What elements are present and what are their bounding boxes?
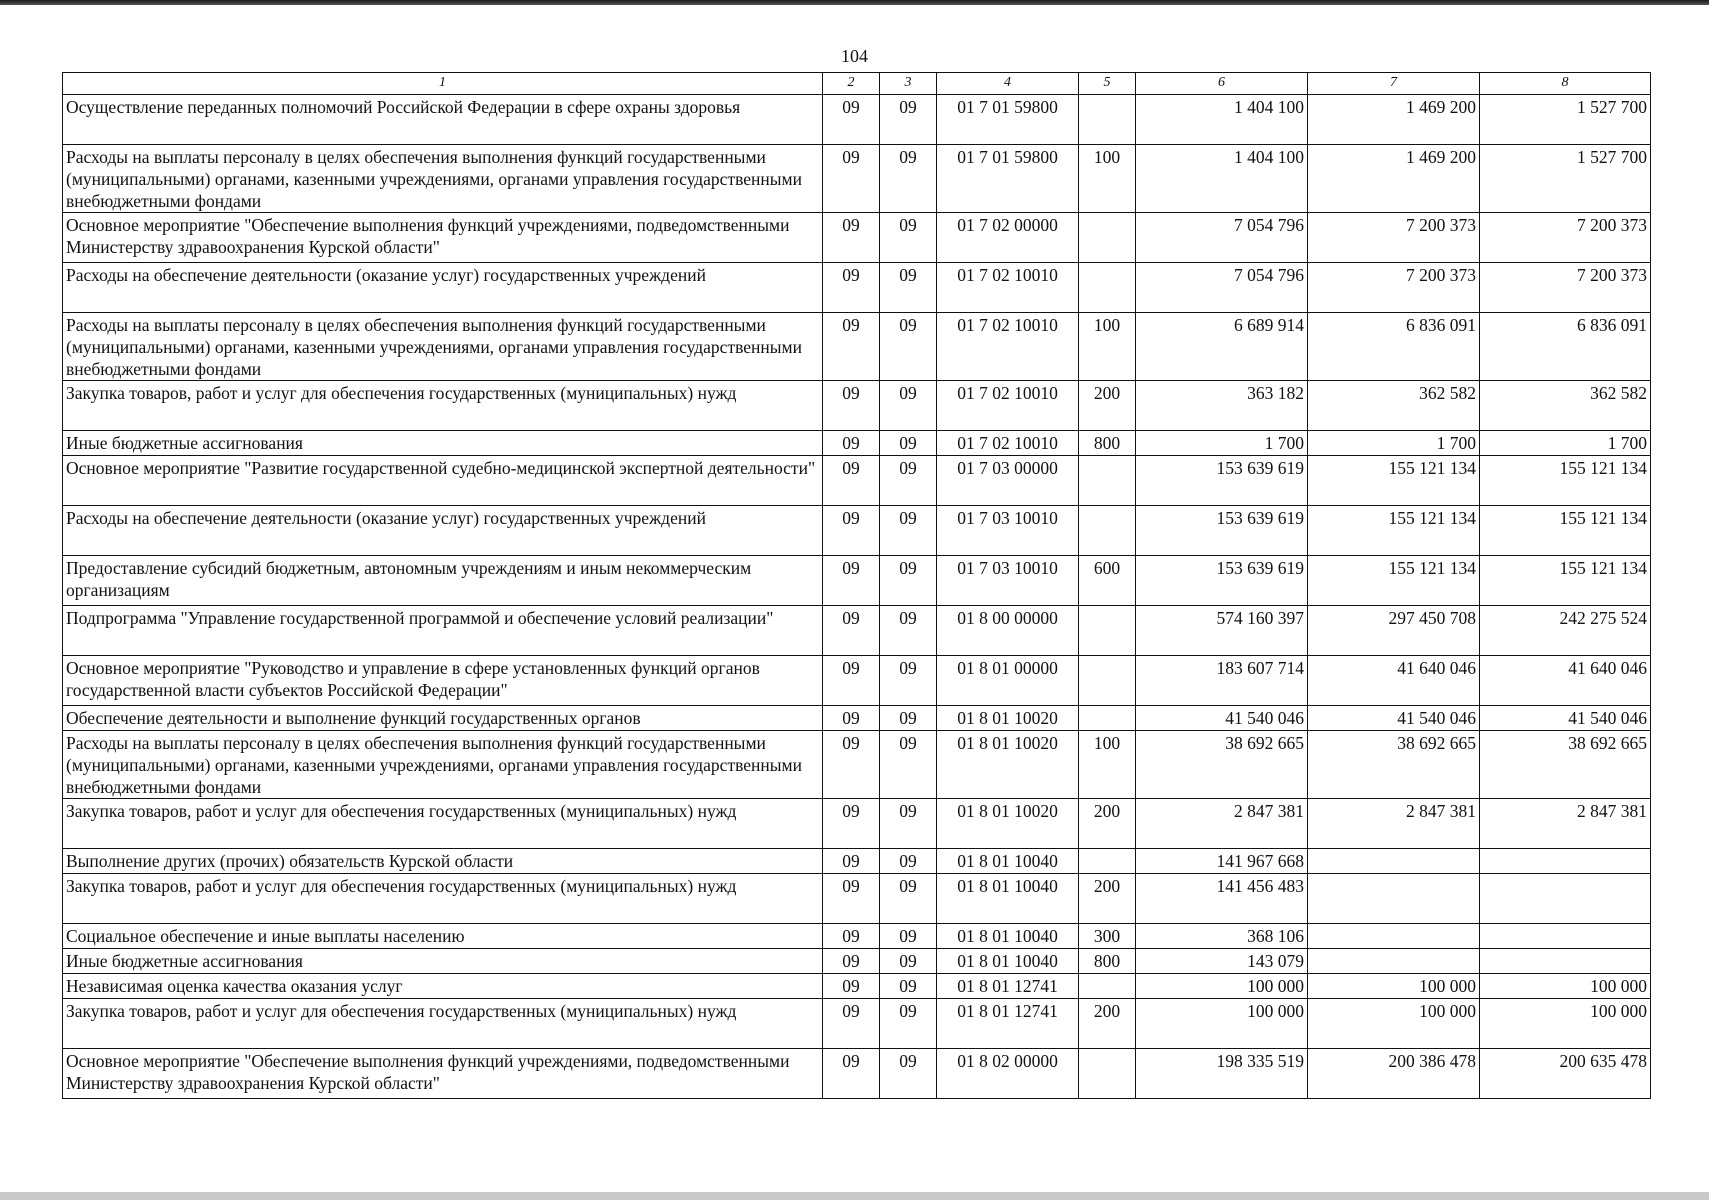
row-expense-type-code: 800: [1079, 949, 1136, 974]
row-amount-col7: 2 847 381: [1308, 799, 1480, 849]
row-name: Расходы на выплаты персоналу в целях обеспечения выполнения функций государственными (муниципальными) органами, казенными учреждениями, органами управления государственными внебюджетными фондами: [63, 313, 823, 381]
row-name: Иные бюджетные ассигнования: [63, 431, 823, 456]
row-section-code: 09: [823, 974, 880, 999]
row-name: Основное мероприятие "Руководство и управление в сфере установленных функций органов государственной власти субъектов Российской Федерации": [63, 656, 823, 706]
row-amount-col7: 155 121 134: [1308, 556, 1480, 606]
row-amount-col8: 6 836 091: [1480, 313, 1651, 381]
row-section-code: 09: [823, 874, 880, 924]
row-section-code: 09: [823, 263, 880, 313]
row-name: Подпрограмма "Управление государственной программой и обеспечение условий реализации": [63, 606, 823, 656]
table-row: [63, 999, 1651, 1049]
table-row: [63, 706, 1651, 731]
row-target-article-code: 01 7 02 10010: [937, 431, 1079, 456]
row-subsection-code: 09: [880, 999, 937, 1049]
row-section-code: 09: [823, 849, 880, 874]
row-subsection-code: 09: [880, 799, 937, 849]
row-target-article-code: 01 8 01 12741: [937, 974, 1079, 999]
budget-table: [62, 72, 1651, 1099]
row-amount-col7: 200 386 478: [1308, 1049, 1480, 1099]
table-row: [63, 213, 1651, 263]
row-amount-col8: 362 582: [1480, 381, 1651, 431]
row-section-code: 09: [823, 313, 880, 381]
row-amount-col7: 100 000: [1308, 999, 1480, 1049]
row-subsection-code: 09: [880, 95, 937, 145]
row-target-article-code: 01 7 03 00000: [937, 456, 1079, 506]
row-section-code: 09: [823, 506, 880, 556]
row-amount-col6: 368 106: [1136, 924, 1308, 949]
row-expense-type-code: [1079, 213, 1136, 263]
row-amount-col8: [1480, 949, 1651, 974]
row-subsection-code: 09: [880, 974, 937, 999]
row-amount-col6: 41 540 046: [1136, 706, 1308, 731]
row-amount-col6: 574 160 397: [1136, 606, 1308, 656]
row-expense-type-code: 100: [1079, 313, 1136, 381]
row-target-article-code: 01 8 01 00000: [937, 656, 1079, 706]
row-name: Основное мероприятие "Развитие государственной судебно-медицинской экспертной деятельности": [63, 456, 823, 506]
table-row: [63, 1049, 1651, 1099]
row-amount-col7: [1308, 874, 1480, 924]
row-section-code: 09: [823, 381, 880, 431]
row-target-article-code: 01 8 01 10020: [937, 706, 1079, 731]
table-row: [63, 606, 1651, 656]
row-amount-col8: 7 200 373: [1480, 213, 1651, 263]
row-amount-col7: 7 200 373: [1308, 213, 1480, 263]
row-amount-col7: 7 200 373: [1308, 263, 1480, 313]
row-target-article-code: 01 8 01 10020: [937, 799, 1079, 849]
row-amount-col8: 7 200 373: [1480, 263, 1651, 313]
row-amount-col6: 2 847 381: [1136, 799, 1308, 849]
row-expense-type-code: 300: [1079, 924, 1136, 949]
row-target-article-code: 01 8 01 12741: [937, 999, 1079, 1049]
row-amount-col8: 155 121 134: [1480, 556, 1651, 606]
row-section-code: 09: [823, 999, 880, 1049]
table-row: [63, 381, 1651, 431]
row-expense-type-code: 200: [1079, 799, 1136, 849]
row-amount-col6: 141 456 483: [1136, 874, 1308, 924]
row-expense-type-code: 200: [1079, 874, 1136, 924]
table-row: [63, 456, 1651, 506]
row-amount-col8: 100 000: [1480, 974, 1651, 999]
row-subsection-code: 09: [880, 924, 937, 949]
row-target-article-code: 01 8 00 00000: [937, 606, 1079, 656]
row-section-code: 09: [823, 145, 880, 213]
row-amount-col6: 100 000: [1136, 974, 1308, 999]
row-expense-type-code: 200: [1079, 381, 1136, 431]
row-target-article-code: 01 8 01 10040: [937, 949, 1079, 974]
row-target-article-code: 01 8 01 10020: [937, 731, 1079, 799]
row-target-article-code: 01 7 02 00000: [937, 213, 1079, 263]
table-body: [63, 95, 1651, 1099]
row-expense-type-code: [1079, 263, 1136, 313]
row-name: Расходы на обеспечение деятельности (оказание услуг) государственных учреждений: [63, 506, 823, 556]
row-expense-type-code: [1079, 706, 1136, 731]
column-header-5: 5: [1079, 73, 1136, 95]
row-subsection-code: 09: [880, 849, 937, 874]
table-row: [63, 313, 1651, 381]
row-subsection-code: 09: [880, 874, 937, 924]
table-row: [63, 974, 1651, 999]
row-amount-col6: 143 079: [1136, 949, 1308, 974]
row-target-article-code: 01 8 02 00000: [937, 1049, 1079, 1099]
page-number: 104: [841, 46, 868, 66]
row-amount-col6: 183 607 714: [1136, 656, 1308, 706]
row-amount-col7: 155 121 134: [1308, 506, 1480, 556]
row-amount-col8: 41 640 046: [1480, 656, 1651, 706]
row-section-code: 09: [823, 556, 880, 606]
table-row: [63, 145, 1651, 213]
row-target-article-code: 01 7 02 10010: [937, 263, 1079, 313]
row-section-code: 09: [823, 706, 880, 731]
row-target-article-code: 01 8 01 10040: [937, 849, 1079, 874]
row-name: Выполнение других (прочих) обязательств Курской области: [63, 849, 823, 874]
row-amount-col7: [1308, 849, 1480, 874]
row-subsection-code: 09: [880, 731, 937, 799]
row-target-article-code: 01 7 01 59800: [937, 145, 1079, 213]
row-amount-col6: 198 335 519: [1136, 1049, 1308, 1099]
table-row: [63, 874, 1651, 924]
row-subsection-code: 09: [880, 1049, 937, 1099]
row-section-code: 09: [823, 456, 880, 506]
row-target-article-code: 01 8 01 10040: [937, 874, 1079, 924]
row-amount-col6: 6 689 914: [1136, 313, 1308, 381]
row-amount-col6: 1 404 100: [1136, 145, 1308, 213]
row-amount-col8: 100 000: [1480, 999, 1651, 1049]
row-name: Независимая оценка качества оказания услуг: [63, 974, 823, 999]
row-amount-col6: 38 692 665: [1136, 731, 1308, 799]
row-amount-col7: 100 000: [1308, 974, 1480, 999]
row-amount-col7: 155 121 134: [1308, 456, 1480, 506]
column-header-8: 8: [1480, 73, 1651, 95]
row-amount-col6: 1 700: [1136, 431, 1308, 456]
row-section-code: 09: [823, 95, 880, 145]
row-expense-type-code: [1079, 1049, 1136, 1099]
row-section-code: 09: [823, 656, 880, 706]
column-header-6: 6: [1136, 73, 1308, 95]
row-target-article-code: 01 7 01 59800: [937, 95, 1079, 145]
row-amount-col7: 1 469 200: [1308, 145, 1480, 213]
row-amount-col8: 242 275 524: [1480, 606, 1651, 656]
row-amount-col7: 297 450 708: [1308, 606, 1480, 656]
row-subsection-code: 09: [880, 656, 937, 706]
row-amount-col7: 6 836 091: [1308, 313, 1480, 381]
row-amount-col8: 155 121 134: [1480, 506, 1651, 556]
table-row: [63, 656, 1651, 706]
row-amount-col7: 1 700: [1308, 431, 1480, 456]
row-amount-col8: 1 527 700: [1480, 95, 1651, 145]
row-section-code: 09: [823, 731, 880, 799]
row-expense-type-code: [1079, 95, 1136, 145]
row-name: Иные бюджетные ассигнования: [63, 949, 823, 974]
row-expense-type-code: 800: [1079, 431, 1136, 456]
row-amount-col6: 1 404 100: [1136, 95, 1308, 145]
row-subsection-code: 09: [880, 213, 937, 263]
row-amount-col7: 1 469 200: [1308, 95, 1480, 145]
row-section-code: 09: [823, 431, 880, 456]
row-subsection-code: 09: [880, 606, 937, 656]
row-amount-col7: 41 540 046: [1308, 706, 1480, 731]
row-name: Обеспечение деятельности и выполнение функций государственных органов: [63, 706, 823, 731]
row-amount-col8: [1480, 849, 1651, 874]
row-amount-col8: 2 847 381: [1480, 799, 1651, 849]
row-subsection-code: 09: [880, 456, 937, 506]
table-row: [63, 506, 1651, 556]
row-target-article-code: 01 8 01 10040: [937, 924, 1079, 949]
column-number-row: [63, 73, 1651, 95]
row-subsection-code: 09: [880, 313, 937, 381]
row-subsection-code: 09: [880, 381, 937, 431]
table-row: [63, 949, 1651, 974]
column-header-2: 2: [823, 73, 880, 95]
table-row: [63, 731, 1651, 799]
row-subsection-code: 09: [880, 706, 937, 731]
row-name: Основное мероприятие "Обеспечение выполнения функций учреждениями, подведомственными Министерству здравоохранения Курской области": [63, 213, 823, 263]
row-section-code: 09: [823, 949, 880, 974]
row-expense-type-code: 100: [1079, 145, 1136, 213]
row-target-article-code: 01 7 03 10010: [937, 556, 1079, 606]
row-name: Расходы на обеспечение деятельности (оказание услуг) государственных учреждений: [63, 263, 823, 313]
scan-top-edge: [0, 0, 1709, 5]
row-section-code: 09: [823, 924, 880, 949]
row-name: Закупка товаров, работ и услуг для обеспечения государственных (муниципальных) нужд: [63, 381, 823, 431]
column-header-1: 1: [63, 73, 823, 95]
table-row: [63, 95, 1651, 145]
column-header-7: 7: [1308, 73, 1480, 95]
table-row: [63, 924, 1651, 949]
row-subsection-code: 09: [880, 431, 937, 456]
row-amount-col8: 1 527 700: [1480, 145, 1651, 213]
row-section-code: 09: [823, 799, 880, 849]
table-row: [63, 849, 1651, 874]
row-amount-col6: 7 054 796: [1136, 213, 1308, 263]
row-expense-type-code: [1079, 606, 1136, 656]
scan-bottom-edge: [0, 1192, 1709, 1200]
row-amount-col8: 38 692 665: [1480, 731, 1651, 799]
row-target-article-code: 01 7 02 10010: [937, 381, 1079, 431]
row-amount-col8: 41 540 046: [1480, 706, 1651, 731]
row-amount-col8: [1480, 924, 1651, 949]
row-amount-col8: [1480, 874, 1651, 924]
row-name: Закупка товаров, работ и услуг для обеспечения государственных (муниципальных) нужд: [63, 799, 823, 849]
row-section-code: 09: [823, 606, 880, 656]
row-amount-col7: [1308, 924, 1480, 949]
row-name: Расходы на выплаты персоналу в целях обеспечения выполнения функций государственными (муниципальными) органами, казенными учреждениями, органами управления государственными внебюджетными фондами: [63, 145, 823, 213]
table-row: [63, 263, 1651, 313]
row-amount-col6: 153 639 619: [1136, 506, 1308, 556]
row-amount-col6: 7 054 796: [1136, 263, 1308, 313]
row-amount-col8: 1 700: [1480, 431, 1651, 456]
row-amount-col6: 153 639 619: [1136, 556, 1308, 606]
row-subsection-code: 09: [880, 949, 937, 974]
row-name: Закупка товаров, работ и услуг для обеспечения государственных (муниципальных) нужд: [63, 999, 823, 1049]
row-amount-col7: 41 640 046: [1308, 656, 1480, 706]
row-subsection-code: 09: [880, 556, 937, 606]
row-subsection-code: 09: [880, 145, 937, 213]
row-name: Предоставление субсидий бюджетным, автономным учреждениям и иным некоммерческим организациям: [63, 556, 823, 606]
row-amount-col7: [1308, 949, 1480, 974]
row-name: Закупка товаров, работ и услуг для обеспечения государственных (муниципальных) нужд: [63, 874, 823, 924]
row-amount-col7: 38 692 665: [1308, 731, 1480, 799]
row-amount-col8: 155 121 134: [1480, 456, 1651, 506]
row-section-code: 09: [823, 213, 880, 263]
row-amount-col6: 363 182: [1136, 381, 1308, 431]
row-subsection-code: 09: [880, 263, 937, 313]
row-target-article-code: 01 7 02 10010: [937, 313, 1079, 381]
row-amount-col7: 362 582: [1308, 381, 1480, 431]
row-target-article-code: 01 7 03 10010: [937, 506, 1079, 556]
row-subsection-code: 09: [880, 506, 937, 556]
table-row: [63, 431, 1651, 456]
row-name: Основное мероприятие "Обеспечение выполнения функций учреждениями, подведомственными Министерству здравоохранения Курской области": [63, 1049, 823, 1099]
row-expense-type-code: 200: [1079, 999, 1136, 1049]
row-expense-type-code: [1079, 456, 1136, 506]
row-expense-type-code: 100: [1079, 731, 1136, 799]
row-expense-type-code: [1079, 506, 1136, 556]
row-expense-type-code: [1079, 974, 1136, 999]
column-header-4: 4: [937, 73, 1079, 95]
row-expense-type-code: [1079, 656, 1136, 706]
table-row: [63, 556, 1651, 606]
row-name: Социальное обеспечение и иные выплаты населению: [63, 924, 823, 949]
row-amount-col6: 153 639 619: [1136, 456, 1308, 506]
column-header-3: 3: [880, 73, 937, 95]
row-section-code: 09: [823, 1049, 880, 1099]
row-expense-type-code: 600: [1079, 556, 1136, 606]
row-name: Осуществление переданных полномочий Российской Федерации в сфере охраны здоровья: [63, 95, 823, 145]
row-expense-type-code: [1079, 849, 1136, 874]
row-amount-col6: 100 000: [1136, 999, 1308, 1049]
row-amount-col6: 141 967 668: [1136, 849, 1308, 874]
row-amount-col8: 200 635 478: [1480, 1049, 1651, 1099]
table-row: [63, 799, 1651, 849]
row-name: Расходы на выплаты персоналу в целях обеспечения выполнения функций государственными (муниципальными) органами, казенными учреждениями, органами управления государственными внебюджетными фондами: [63, 731, 823, 799]
